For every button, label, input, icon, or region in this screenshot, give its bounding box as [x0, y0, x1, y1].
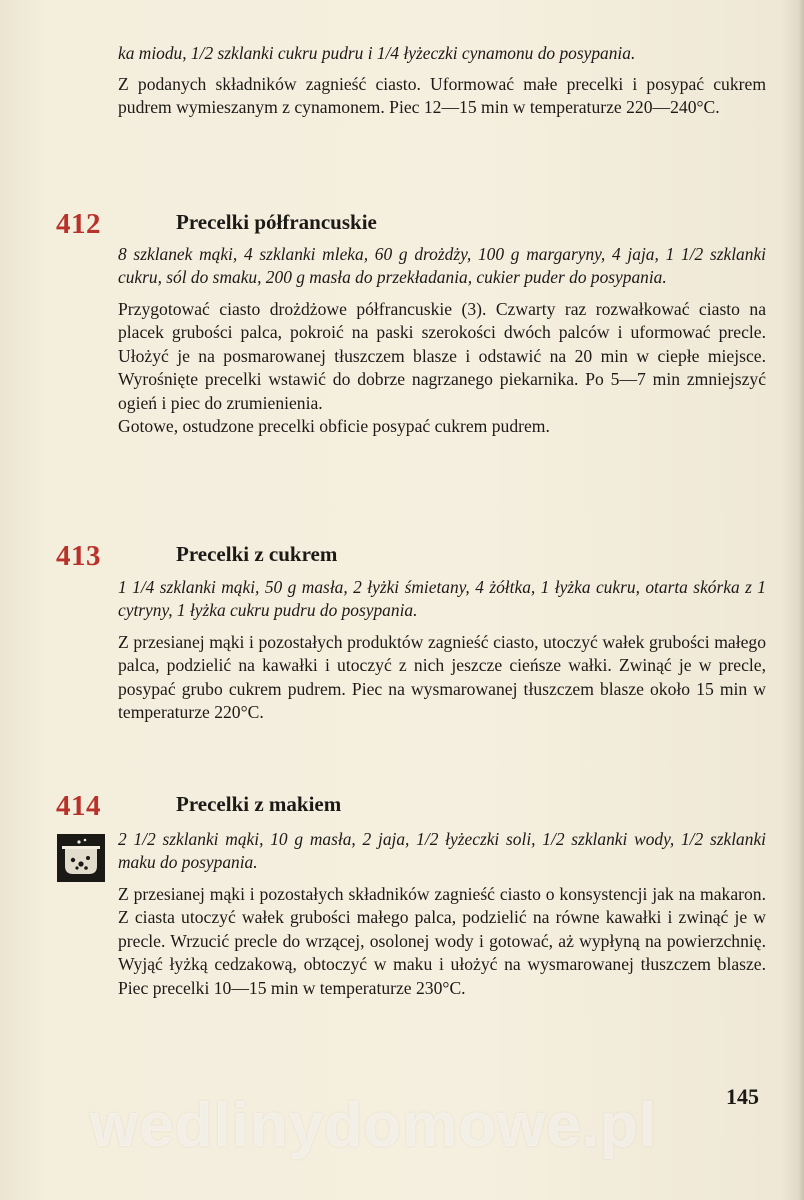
recipe-title: Precelki półfrancuskie [176, 210, 377, 234]
recipe-method: Z przesianej mąki i pozostałych produktów zagnieść ciasto, utoczyć wałek grubości małego palca, podzielić na kawałki i utoczyć z nich jeszcze cieńsze wałki. Zwinąć je w precle, posypać grubo cukrem pudrem. Piec na wysmarowanej tłuszczem blasze około 15 min w temperaturze 220°C. [118, 632, 766, 723]
page-edge [798, 0, 804, 1200]
recipe-number: 414 [56, 790, 101, 822]
watermark: wedlinydomowe.pl [90, 1091, 658, 1160]
recipe-title: Precelki z cukrem [176, 542, 338, 566]
recipe-ingredients: 2 1/2 szklanki mąki, 10 g masła, 2 jaja, 1/2 łyżeczki soli, 1/2 szklanki wody, 1/2 szklanki maku do posypania. [118, 829, 766, 872]
intro-method: Z podanych składników zagnieść ciasto. Uformować małe precelki i posypać cukrem pudrem wymieszanym z cynamonem. Piec 12—15 min w temperaturze 220—240°C. [118, 74, 766, 118]
recipe-number: 412 [56, 208, 101, 240]
recipe-method: Z przesianej mąki i pozostałych składników zagnieść ciasto o konsystencji jak na makaron. Z ciasta utoczyć wałek grubości małego palca, podzielić na równe kawałki i zwinąć je w precle. Wrzucić precle do wrzącej, osolonej wody i gotować, aż wypłyną na powierzchnię. Wyjąć łyżką cedzakową, obtoczyć w maku i ułożyć na wysmarowanej tłuszczem blasze. Piec precelki 10—15 min w temperaturze 230°C. [118, 884, 766, 998]
recipe-ingredients: 8 szklanek mąki, 4 szklanki mleka, 60 g drożdży, 100 g margaryny, 4 jaja, 1 1/2 szklanki cukru, sól do smaku, 200 g masła do przekładania, cukier puder do posypania. [118, 244, 766, 287]
recipe-body [118, 576, 766, 725]
cooking-pot-icon [57, 834, 105, 882]
page-number: 145 [726, 1084, 759, 1109]
recipe-number: 413 [56, 540, 101, 572]
recipe-method: Przygotować ciasto drożdżowe półfrancuskie (3). Czwarty raz rozwałkować ciasto na placek grubości palca, pokroić na paski szerokości dwóch palców i uformować precle. Ułożyć je na posmarowanej tłuszczem blasze i odstawić na 20 min w ciepłe miejsce. Wyrośnięte precelki wstawić do dobrze nagrzanego piekarnika. Po 5—7 min zmniejszyć ogień i piec do zrumienienia. [118, 299, 766, 413]
recipe-ingredients: 1 1/4 szklanki mąki, 50 g masła, 2 łyżki śmietany, 4 żółtka, 1 łyżka cukru, otarta skórka z 1 cytryny, 1 łyżka cukru pudru do posypania. [118, 577, 766, 620]
intro-section [118, 42, 766, 120]
recipe-title: Precelki z makiem [176, 792, 342, 816]
recipe-method-extra: Gotowe, ostudzone precelki obficie posypać cukrem pudrem. [118, 416, 550, 437]
recipe-body [118, 243, 766, 438]
pot-with-bubbles-icon [57, 834, 105, 882]
intro-ingredients: ka miodu, 1/2 szklanki cukru pudru i 1/4 łyżeczki cynamonu do posypania. [118, 43, 636, 63]
recipe-body [118, 828, 766, 1000]
